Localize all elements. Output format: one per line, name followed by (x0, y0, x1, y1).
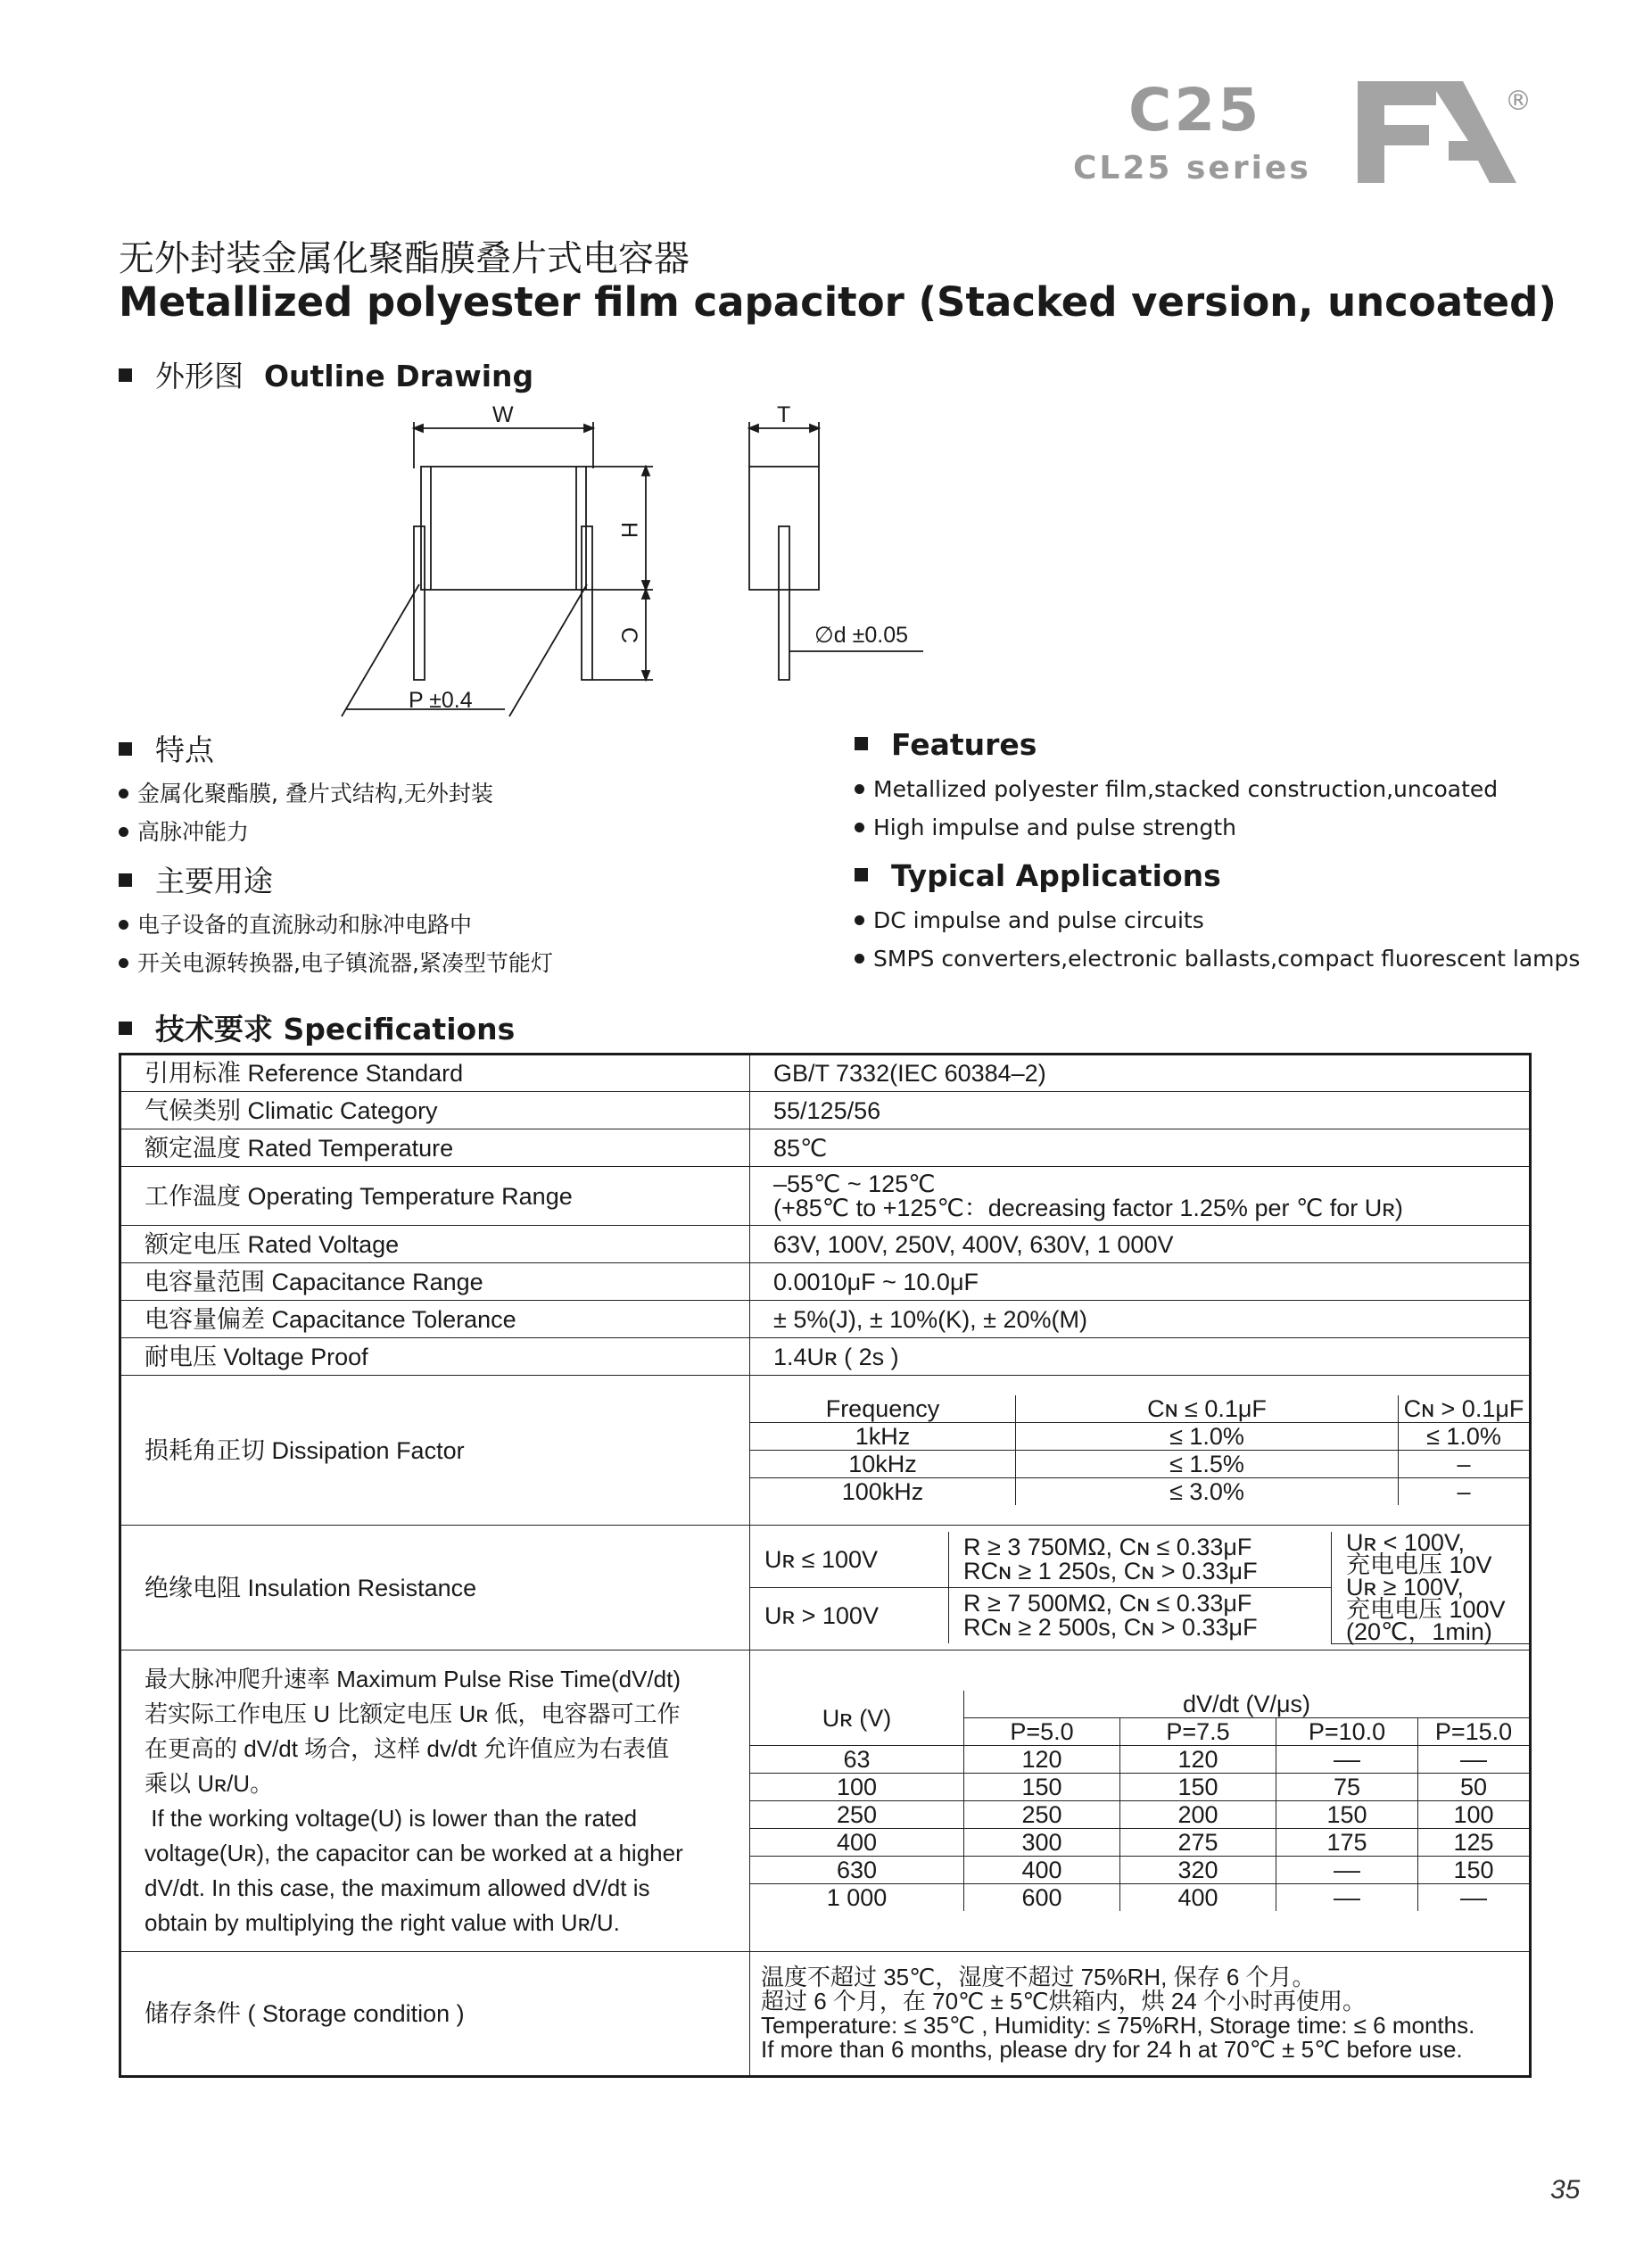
features-en-item: Metallized polyester film,stacked construction,uncoated (855, 776, 1498, 802)
features-en-item: High impulse and pulse strength (855, 815, 1236, 840)
bullet-dot-icon (119, 827, 128, 837)
table-row (120, 1301, 1531, 1338)
spec-value: 63V, 100V, 250V, 400V, 630V, 1 000V (750, 1226, 1531, 1263)
label-w: W (492, 402, 514, 427)
applications-zh-item: 电子设备的直流脉动和脉冲电路中 (119, 907, 472, 939)
spec-value: 1.4Uʀ ( 2s ) (750, 1338, 1531, 1376)
series-name: CL25 series (1073, 150, 1311, 186)
lead-left (414, 526, 425, 680)
spec-label: 额定温度 Rated Temperature (120, 1129, 750, 1167)
dissipation-table (750, 1395, 1529, 1505)
spec-label: 绝缘电阻 Insulation Resistance (120, 1526, 750, 1650)
label-h: H (616, 522, 641, 539)
table-cell: R ≥ 7 500MΩ, Cɴ ≤ 0.33μF RCɴ ≥ 2 500s, Cɴ > 0.33μF (949, 1587, 1332, 1643)
table-row (120, 1226, 1531, 1263)
insulation-note: Uʀ < 100V, 充电电压 10V Uʀ ≥ 100V, 充电电压 100V (20℃，1min) (1332, 1532, 1530, 1644)
outline-heading (119, 353, 533, 395)
features-en-heading: Features (855, 727, 1037, 762)
square-bullet-icon (119, 1022, 132, 1035)
lead-right (582, 526, 592, 680)
specifications-heading: 技术要求 Specifications (119, 1006, 515, 1048)
label-t: T (777, 402, 791, 427)
bullet-dot-icon (855, 784, 864, 794)
table-cell: ≤ 1.0% (1399, 1423, 1530, 1451)
label-c: C (616, 627, 641, 644)
outline-heading-zh: 外形图 (155, 359, 244, 393)
spec-value: 温度不超过 35℃，湿度不超过 75%RH, 保存 6 个月。 超过 6 个月，在 70℃ ± 5℃烘箱内，烘 24 个小时再使用。 Temperature: ≤ 35℃ , Humidity: ≤ 75%RH, Storage time: ≤ 6 months. If more than 6 months, please dry for 24 h at 70℃ ± 5℃ before use. (750, 1952, 1531, 2077)
table-row (120, 1376, 1531, 1526)
square-bullet-icon (119, 742, 132, 756)
table-cell: – (1399, 1451, 1530, 1478)
square-bullet-icon (119, 873, 132, 887)
table-header: Frequency (750, 1395, 1016, 1423)
page-number: 35 (1550, 2175, 1581, 2205)
table-cell: 100kHz (750, 1478, 1016, 1506)
capacitor-side (749, 467, 819, 590)
applications-zh-heading: 主要用途 (119, 858, 273, 900)
features-zh-item: 金属化聚酯膜, 叠片式结构,无外封装 (119, 776, 493, 808)
table-cell: ≤ 1.0% (1016, 1423, 1399, 1451)
table-header: Cɴ > 0.1μF (1399, 1395, 1530, 1423)
table-cell: ≤ 3.0% (1016, 1478, 1399, 1506)
bullet-dot-icon (119, 958, 128, 968)
table-row (120, 1129, 1531, 1167)
bullet-dot-icon (855, 915, 864, 925)
specifications-table (119, 1053, 1532, 2078)
table-cell: 10kHz (750, 1451, 1016, 1478)
spec-label: 电容量范围 Capacitance Range (120, 1263, 750, 1301)
spec-label: 最大脉冲爬升速率 Maximum Pulse Rise Time(dV/dt) 若实际工作电压 U 比额定电压 Uʀ 低，电容器可工作 在更高的 dV/dt 场合，这样 dv/dt 允许值应为右表值 乘以 Uʀ/U。 If the working voltage(U) is lower than the rated voltage(Uʀ), the capacitor can be worked at a higher dV/dt. In this case, the maximum allowed dV/dt is obtain by multiplying the right value with Uʀ/U. (120, 1650, 750, 1952)
outline-drawing (321, 397, 963, 736)
table-header: P=5.0 (964, 1718, 1120, 1746)
table-row (120, 1338, 1531, 1376)
bullet-dot-icon (119, 789, 128, 798)
table-header: P=10.0 (1276, 1718, 1418, 1746)
table-row (120, 1055, 1531, 1092)
bullet-dot-icon (855, 954, 864, 964)
bullet-dot-icon (855, 823, 864, 832)
table-row (120, 1952, 1531, 2077)
title-en: Metallized polyester film capacitor (Stacked version, uncoated) (119, 278, 1557, 326)
table-row (120, 1650, 1531, 1952)
label-d: ∅d ±0.05 (814, 623, 909, 648)
lead-side (779, 526, 789, 680)
table-header: Cɴ ≤ 0.1μF (1016, 1395, 1399, 1423)
table-header: P=7.5 (1120, 1718, 1276, 1746)
spec-label: 引用标准 Reference Standard (120, 1055, 750, 1092)
registered-mark: ® (1505, 86, 1532, 117)
spec-label: 额定电压 Rated Voltage (120, 1226, 750, 1263)
bullet-dot-icon (119, 920, 128, 930)
applications-zh-item: 开关电源转换器,电子镇流器,紧凑型节能灯 (119, 946, 553, 978)
applications-en-item: DC impulse and pulse circuits (855, 907, 1204, 933)
square-bullet-icon (119, 368, 132, 382)
applications-en-heading: Typical Applications (855, 858, 1221, 893)
outline-heading-en: Outline Drawing (263, 359, 534, 393)
insulation-table (750, 1528, 1529, 1645)
spec-value: ± 5%(J), ± 10%(K), ± 20%(M) (750, 1301, 1531, 1338)
series-code: C25 (1128, 76, 1262, 145)
square-bullet-icon (855, 737, 868, 750)
spec-value: GB/T 7332(IEC 60384–2) (750, 1055, 1531, 1092)
spec-label: 工作温度 Operating Temperature Range (120, 1167, 750, 1226)
table-row (120, 1526, 1531, 1650)
spec-label: 电容量偏差 Capacitance Tolerance (120, 1301, 750, 1338)
square-bullet-icon (855, 868, 868, 881)
spec-label: 损耗角正切 Dissipation Factor (120, 1376, 750, 1526)
table-header: Uʀ (V) (750, 1691, 964, 1746)
features-zh-item: 高脉冲能力 (119, 815, 249, 847)
pulse-table: Uʀ (V) dV/dt (V/μs) P=5.0 P=7.5 P=10.0 P=15.0 63 120 120 –– –– 100 150 150 75 50 250 250 200 150 100 400 300 275 175 125 630 400 320 –– 150 1 000 600 400 –– –– (750, 1691, 1529, 1911)
table-header: P=15.0 (1418, 1718, 1530, 1746)
table-cell: ≤ 1.5% (1016, 1451, 1399, 1478)
capacitor-body (421, 467, 586, 590)
features-zh-heading: 特点 (119, 727, 214, 769)
brand-logo (1358, 79, 1540, 194)
label-p: P ±0.4 (409, 688, 473, 713)
table-row (120, 1263, 1531, 1301)
table-cell: Uʀ > 100V (750, 1587, 949, 1643)
spec-value: –55℃ ~ 125℃ (+85℃ to +125℃：decreasing factor 1.25% per ℃ for Uʀ) (750, 1167, 1531, 1226)
logo-f-shape (1358, 81, 1436, 183)
spec-label: 气候类别 Climatic Category (120, 1092, 750, 1129)
spec-value: 0.0010μF ~ 10.0μF (750, 1263, 1531, 1301)
spec-value: 85℃ (750, 1129, 1531, 1167)
table-row (120, 1167, 1531, 1226)
table-cell: R ≥ 3 750MΩ, Cɴ ≤ 0.33μF RCɴ ≥ 1 250s, Cɴ > 0.33μF (949, 1532, 1332, 1588)
table-cell: Uʀ ≤ 100V (750, 1532, 949, 1588)
spec-label: 储存条件 ( Storage condition ) (120, 1952, 750, 2077)
spec-value: 55/125/56 (750, 1092, 1531, 1129)
applications-en-item: SMPS converters,electronic ballasts,compact fluorescent lamps (855, 946, 1580, 972)
table-cell: 1kHz (750, 1423, 1016, 1451)
title-zh: 无外封装金属化聚酯膜叠片式电容器 (119, 238, 690, 279)
table-header: dV/dt (V/μs) (964, 1691, 1530, 1718)
table-row (120, 1092, 1531, 1129)
spec-label: 耐电压 Voltage Proof (120, 1338, 750, 1376)
table-cell: – (1399, 1478, 1530, 1506)
